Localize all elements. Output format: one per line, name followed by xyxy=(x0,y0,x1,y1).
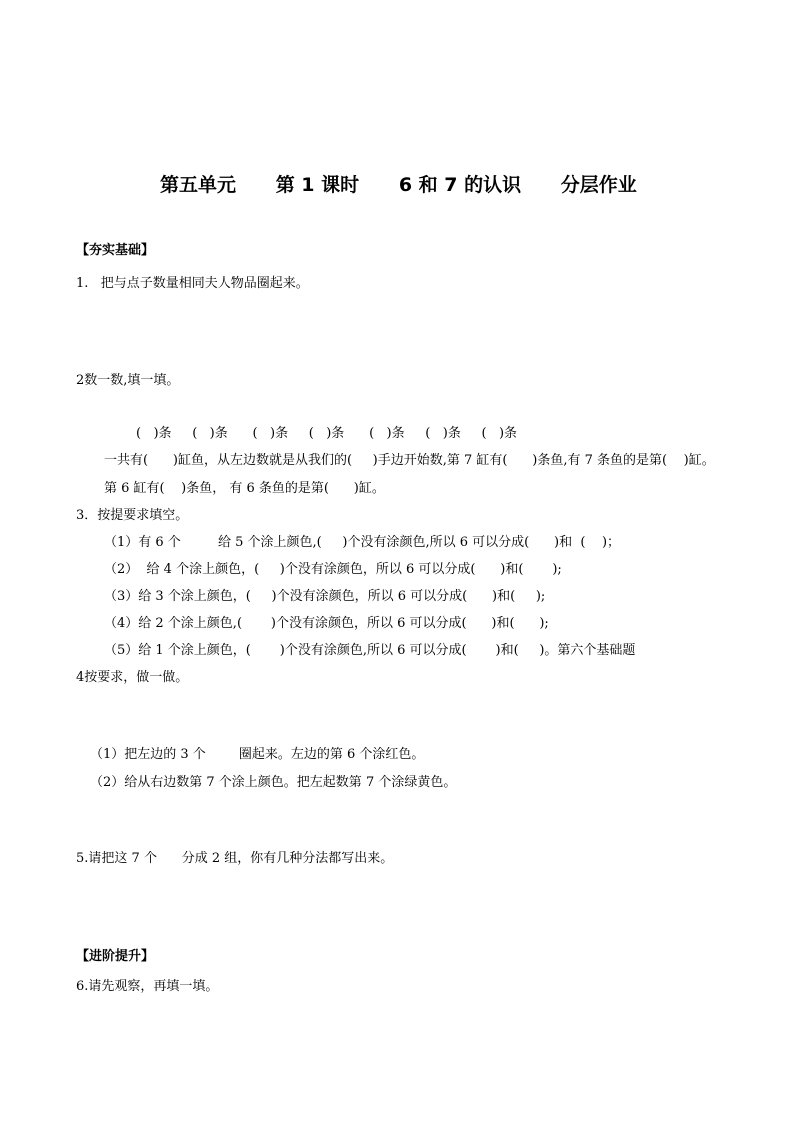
section-heading-advanced: 【进阶提升】 xyxy=(76,949,155,964)
page-title: 第五单元 第 1 课时 6 和 7 的认识 分层作业 xyxy=(160,174,637,196)
question-3-item: （5）给 1 个涂上颜色，( )个没有涂颜色,所以 6 可以分成( )和( )。第六个基础题 xyxy=(104,643,636,658)
question-3-item: （3）给 3 个涂上颜色，( )个没有涂颜色，所以 6 可以分成( )和( ); xyxy=(104,589,546,604)
question-4-item: （1）把左边的 3 个 圈起来。左边的第 6 个涂红色。 xyxy=(90,747,425,762)
question-2-blanks: ( )条 ( )条 ( )条 ( )条 ( )条 ( )条 ( )条 xyxy=(136,426,518,441)
question-2-line-2: 第 6 缸有( )条鱼， 有 6 条鱼的是第( )缸。 xyxy=(104,481,385,496)
question-5: 5.请把这 7 个 分成 2 组，你有几种分法都写出来。 xyxy=(76,851,394,866)
question-3-item: （4）给 2 个涂上颜色,( )个没有涂颜色，所以 6 可以分成( )和( ); xyxy=(104,616,549,631)
question-3-item: （2） 给 4 个涂上颜色，( )个没有涂颜色，所以 6 可以分成( )和( ); xyxy=(104,562,562,577)
question-1: 1. 把与点子数量相同夫人物品圈起来。 xyxy=(76,276,309,291)
question-3-label: 3．按提要求填空。 xyxy=(76,508,189,523)
question-4-item: （2）给从右边数第 7 个涂上颜色。把左起数第 7 个涂绿黄色。 xyxy=(90,775,457,790)
question-2-line-1: 一共有( )缸鱼，从左边数就是从我们的( )手边开始数,第 7 缸有( )条鱼,有 7 条鱼的是第( )缸。 xyxy=(104,453,715,468)
question-2-label: 2数一数,填一填。 xyxy=(76,373,180,388)
question-3-item: （1）有 6 个 给 5 个涂上颜色,( )个没有涂颜色,所以 6 可以分成( )和 ( )； xyxy=(104,535,621,550)
question-6: 6.请先观察，再填一填。 xyxy=(76,979,219,994)
question-4-label: 4按要求，做一做。 xyxy=(76,670,189,685)
section-heading-basic: 【夯实基础】 xyxy=(76,243,155,258)
